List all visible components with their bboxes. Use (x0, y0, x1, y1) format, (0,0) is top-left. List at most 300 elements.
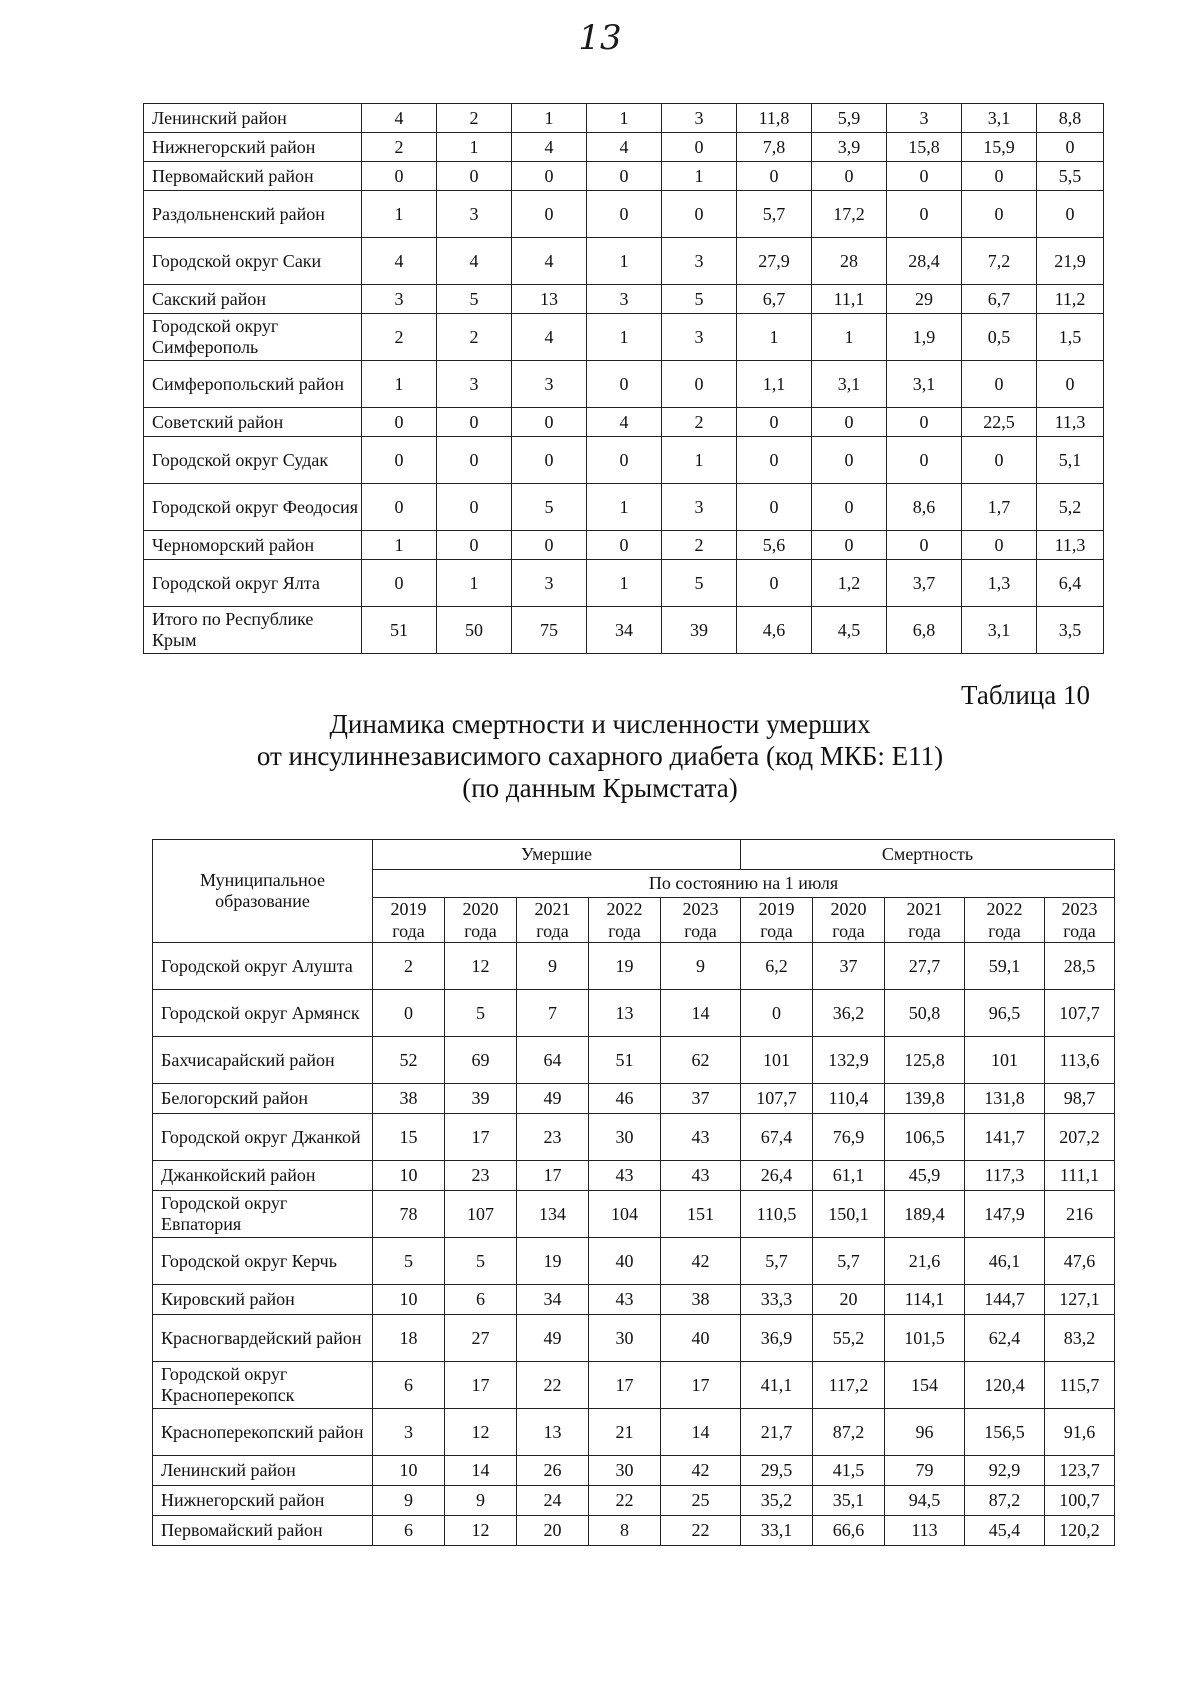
row-value: 14 (661, 990, 741, 1037)
row-value: 3,1 (962, 104, 1037, 133)
row-value: 2 (437, 314, 512, 361)
row-value: 127,1 (1045, 1285, 1115, 1315)
header-year: 2023 года (1045, 898, 1115, 943)
row-value: 3,1 (812, 361, 887, 408)
row-value: 13 (589, 990, 661, 1037)
row-value: 3 (662, 238, 737, 285)
table-row (144, 408, 1104, 437)
row-value: 0 (1037, 361, 1104, 408)
row-value: 0 (962, 437, 1037, 484)
row-value: 11,1 (812, 285, 887, 314)
row-value: 0 (1037, 133, 1104, 162)
row-value: 22,5 (962, 408, 1037, 437)
header-year: 2023 года (661, 898, 741, 943)
row-name: Кировский район (153, 1285, 373, 1315)
row-value: 21 (589, 1409, 661, 1456)
row-value: 0 (737, 408, 812, 437)
row-value: 20 (813, 1285, 885, 1315)
row-name: Нижнегорский район (153, 1486, 373, 1516)
row-value: 6,8 (887, 607, 962, 654)
row-value: 207,2 (1045, 1114, 1115, 1161)
row-value: 83,2 (1045, 1315, 1115, 1362)
row-value: 113 (885, 1516, 965, 1546)
table-row (153, 1315, 1115, 1362)
row-value: 0 (437, 408, 512, 437)
row-value: 1 (587, 484, 662, 531)
row-value: 111,1 (1045, 1161, 1115, 1191)
row-value: 0 (437, 437, 512, 484)
row-value: 1 (362, 531, 437, 560)
row-value: 151 (661, 1191, 741, 1238)
row-value: 106,5 (885, 1114, 965, 1161)
header-year: 2020 года (445, 898, 517, 943)
table-title (0, 708, 1200, 804)
table-row (153, 1486, 1115, 1516)
row-value: 34 (587, 607, 662, 654)
row-value: 5,7 (737, 191, 812, 238)
row-value: 1,2 (812, 560, 887, 607)
row-value: 0 (737, 560, 812, 607)
table-row (153, 1084, 1115, 1114)
row-value: 3,9 (812, 133, 887, 162)
row-value: 78 (373, 1191, 445, 1238)
row-value: 104 (589, 1191, 661, 1238)
row-value: 11,3 (1037, 531, 1104, 560)
row-value: 3 (887, 104, 962, 133)
row-value: 134 (517, 1191, 589, 1238)
row-value: 13 (517, 1409, 589, 1456)
row-value: 23 (445, 1161, 517, 1191)
row-name: Ленинский район (144, 104, 362, 133)
table-row (153, 943, 1115, 990)
row-value: 3,7 (887, 560, 962, 607)
row-value: 5 (373, 1238, 445, 1285)
table-row (144, 531, 1104, 560)
row-value: 3,5 (1037, 607, 1104, 654)
row-value: 139,8 (885, 1084, 965, 1114)
row-value: 216 (1045, 1191, 1115, 1238)
row-value: 4 (362, 104, 437, 133)
row-value: 113,6 (1045, 1037, 1115, 1084)
row-value: 0 (437, 162, 512, 191)
row-value: 0 (887, 437, 962, 484)
row-value: 87,2 (813, 1409, 885, 1456)
table-row (153, 1161, 1115, 1191)
row-value: 87,2 (965, 1486, 1045, 1516)
row-value: 22 (661, 1516, 741, 1546)
row-value: 22 (517, 1362, 589, 1409)
row-value: 12 (445, 943, 517, 990)
row-value: 11,8 (737, 104, 812, 133)
row-value: 9 (661, 943, 741, 990)
row-value: 115,7 (1045, 1362, 1115, 1409)
row-value: 91,6 (1045, 1409, 1115, 1456)
row-value: 29,5 (741, 1456, 813, 1486)
row-value: 3 (662, 104, 737, 133)
table-row (153, 1191, 1115, 1238)
row-value: 9 (373, 1486, 445, 1516)
row-value: 17 (517, 1161, 589, 1191)
table-title-line: Динамика смертности и численности умерших (329, 709, 871, 739)
row-value: 6,4 (1037, 560, 1104, 607)
row-name: Черноморский район (144, 531, 362, 560)
row-value: 2 (662, 408, 737, 437)
row-name: Городской округ Армянск (153, 990, 373, 1037)
row-value: 0 (512, 162, 587, 191)
row-value: 3 (373, 1409, 445, 1456)
row-value: 12 (445, 1409, 517, 1456)
row-value: 1,9 (887, 314, 962, 361)
row-value: 1,1 (737, 361, 812, 408)
row-value: 2 (362, 133, 437, 162)
row-value: 40 (661, 1315, 741, 1362)
table-row (153, 990, 1115, 1037)
row-value: 0 (362, 560, 437, 607)
row-value: 92,9 (965, 1456, 1045, 1486)
table-row (144, 560, 1104, 607)
table-row (144, 238, 1104, 285)
header-year: 2022 года (589, 898, 661, 943)
row-value: 1 (362, 191, 437, 238)
row-name: Итого по Республике Крым (144, 607, 362, 654)
row-name: Нижнегорский район (144, 133, 362, 162)
row-value: 23 (517, 1114, 589, 1161)
row-name: Городской округ Алушта (153, 943, 373, 990)
row-value: 38 (661, 1285, 741, 1315)
row-value: 69 (445, 1037, 517, 1084)
row-value: 114,1 (885, 1285, 965, 1315)
row-value: 101 (741, 1037, 813, 1084)
row-value: 39 (662, 607, 737, 654)
table-row (153, 1409, 1115, 1456)
row-value: 5,7 (741, 1238, 813, 1285)
row-value: 62 (661, 1037, 741, 1084)
row-value: 30 (589, 1315, 661, 1362)
table-row (144, 361, 1104, 408)
row-value: 8 (589, 1516, 661, 1546)
row-value: 25 (661, 1486, 741, 1516)
row-value: 0,5 (962, 314, 1037, 361)
row-value: 42 (661, 1456, 741, 1486)
row-value: 4 (587, 133, 662, 162)
row-value: 27,7 (885, 943, 965, 990)
row-value: 117,2 (813, 1362, 885, 1409)
table-row (153, 1362, 1115, 1409)
row-value: 125,8 (885, 1037, 965, 1084)
row-value: 4,6 (737, 607, 812, 654)
row-value: 10 (373, 1456, 445, 1486)
row-value: 0 (437, 531, 512, 560)
row-value: 21,7 (741, 1409, 813, 1456)
row-value: 50 (437, 607, 512, 654)
row-value: 1 (812, 314, 887, 361)
row-name: Сакский район (144, 285, 362, 314)
row-value: 147,9 (965, 1191, 1045, 1238)
row-value: 49 (517, 1084, 589, 1114)
row-value: 21,9 (1037, 238, 1104, 285)
header-year: 2021 года (885, 898, 965, 943)
row-value: 6,2 (741, 943, 813, 990)
row-value: 51 (362, 607, 437, 654)
row-name: Городской округ Красноперекопск (153, 1362, 373, 1409)
row-value: 0 (512, 191, 587, 238)
row-value: 3,1 (887, 361, 962, 408)
row-value: 28,5 (1045, 943, 1115, 990)
row-value: 5 (445, 1238, 517, 1285)
row-value: 120,4 (965, 1362, 1045, 1409)
row-value: 144,7 (965, 1285, 1045, 1315)
row-value: 96,5 (965, 990, 1045, 1037)
row-value: 41,5 (813, 1456, 885, 1486)
header-municipality: Муниципальное образование (153, 840, 373, 943)
table-row (144, 133, 1104, 162)
row-value: 120,2 (1045, 1516, 1115, 1546)
row-value: 43 (661, 1161, 741, 1191)
row-value: 43 (661, 1114, 741, 1161)
row-value: 101 (965, 1037, 1045, 1084)
row-value: 0 (737, 162, 812, 191)
row-value: 2 (437, 104, 512, 133)
row-value: 101,5 (885, 1315, 965, 1362)
row-value: 33,1 (741, 1516, 813, 1546)
row-value: 28 (812, 238, 887, 285)
table-row (153, 1114, 1115, 1161)
row-value: 17 (445, 1114, 517, 1161)
row-value: 29 (887, 285, 962, 314)
row-value: 66,6 (813, 1516, 885, 1546)
row-value: 117,3 (965, 1161, 1045, 1191)
row-value: 0 (737, 437, 812, 484)
row-value: 37 (813, 943, 885, 990)
row-value: 0 (587, 361, 662, 408)
row-value: 15 (373, 1114, 445, 1161)
row-name: Городской округ Симферополь (144, 314, 362, 361)
row-value: 0 (887, 191, 962, 238)
row-value: 0 (362, 437, 437, 484)
row-name: Первомайский район (153, 1516, 373, 1546)
row-value: 2 (662, 531, 737, 560)
row-value: 4 (587, 408, 662, 437)
row-value: 62,4 (965, 1315, 1045, 1362)
row-value: 6 (445, 1285, 517, 1315)
row-value: 27,9 (737, 238, 812, 285)
row-value: 3 (512, 560, 587, 607)
row-value: 33,3 (741, 1285, 813, 1315)
row-value: 110,5 (741, 1191, 813, 1238)
row-value: 3 (662, 314, 737, 361)
row-value: 1 (362, 361, 437, 408)
row-value: 0 (887, 408, 962, 437)
row-value: 0 (662, 133, 737, 162)
row-value: 131,8 (965, 1084, 1045, 1114)
row-value: 38 (373, 1084, 445, 1114)
table-row (153, 1516, 1115, 1546)
row-value: 41,1 (741, 1362, 813, 1409)
row-value: 24 (517, 1486, 589, 1516)
row-value: 1 (437, 133, 512, 162)
row-name: Городской округ Саки (144, 238, 362, 285)
header-year: 2020 года (813, 898, 885, 943)
row-value: 0 (512, 437, 587, 484)
row-value: 61,1 (813, 1161, 885, 1191)
row-value: 19 (517, 1238, 589, 1285)
row-value: 0 (741, 990, 813, 1037)
row-name: Городской округ Ялта (144, 560, 362, 607)
row-value: 107,7 (741, 1084, 813, 1114)
row-value: 0 (362, 408, 437, 437)
row-value: 1 (437, 560, 512, 607)
row-value: 107 (445, 1191, 517, 1238)
row-value: 4 (512, 314, 587, 361)
row-value: 15,8 (887, 133, 962, 162)
row-name: Городской округ Евпатория (153, 1191, 373, 1238)
row-value: 22 (589, 1486, 661, 1516)
row-value: 0 (887, 162, 962, 191)
row-name: Городской округ Джанкой (153, 1114, 373, 1161)
row-value: 1,5 (1037, 314, 1104, 361)
table-row (153, 1285, 1115, 1315)
row-value: 0 (962, 162, 1037, 191)
row-value: 154 (885, 1362, 965, 1409)
row-name: Джанкойский район (153, 1161, 373, 1191)
row-value: 5,5 (1037, 162, 1104, 191)
table-row (144, 104, 1104, 133)
row-value: 51 (589, 1037, 661, 1084)
row-name: Красноперекопский район (153, 1409, 373, 1456)
row-value: 3 (437, 361, 512, 408)
row-value: 7 (517, 990, 589, 1037)
row-value: 98,7 (1045, 1084, 1115, 1114)
row-value: 0 (812, 162, 887, 191)
mortality-table (152, 839, 1115, 1546)
row-value: 0 (812, 408, 887, 437)
row-value: 76,9 (813, 1114, 885, 1161)
row-value: 0 (587, 162, 662, 191)
continued-table (143, 103, 1104, 654)
row-name: Симферопольский район (144, 361, 362, 408)
table-row (144, 437, 1104, 484)
row-name: Раздольненский район (144, 191, 362, 238)
table-title-line: от инсулиннезависимого сахарного диабета (код МКБ: Е11) (256, 741, 944, 771)
row-value: 5,6 (737, 531, 812, 560)
row-value: 100,7 (1045, 1486, 1115, 1516)
row-value: 37 (661, 1084, 741, 1114)
row-name: Красногвардейский район (153, 1315, 373, 1362)
row-value: 1 (587, 104, 662, 133)
header-year: 2022 года (965, 898, 1045, 943)
row-name: Городской округ Феодосия (144, 484, 362, 531)
row-value: 6 (373, 1362, 445, 1409)
row-name: Белогорский район (153, 1084, 373, 1114)
row-value: 8,8 (1037, 104, 1104, 133)
row-value: 1 (587, 238, 662, 285)
row-value: 42 (661, 1238, 741, 1285)
row-value: 0 (512, 408, 587, 437)
row-name: Бахчисарайский район (153, 1037, 373, 1084)
row-value: 64 (517, 1037, 589, 1084)
row-value: 55,2 (813, 1315, 885, 1362)
row-value: 3 (587, 285, 662, 314)
table-row (144, 162, 1104, 191)
row-value: 5 (662, 285, 737, 314)
table-caption: Таблица 10 (961, 680, 1090, 710)
row-value: 0 (373, 990, 445, 1037)
row-name: Городской округ Судак (144, 437, 362, 484)
row-value: 17 (661, 1362, 741, 1409)
row-value: 141,7 (965, 1114, 1045, 1161)
row-value: 0 (662, 191, 737, 238)
row-value: 17,2 (812, 191, 887, 238)
row-value: 50,8 (885, 990, 965, 1037)
row-value: 7,2 (962, 238, 1037, 285)
header-mortality: Смертность (741, 840, 1115, 870)
row-value: 0 (737, 484, 812, 531)
row-value: 5,2 (1037, 484, 1104, 531)
row-value: 45,9 (885, 1161, 965, 1191)
row-value: 3 (437, 191, 512, 238)
row-name: Ленинский район (153, 1456, 373, 1486)
row-value: 39 (445, 1084, 517, 1114)
row-value: 0 (812, 531, 887, 560)
table-row (153, 1238, 1115, 1285)
row-value: 59,1 (965, 943, 1045, 990)
row-value: 8,6 (887, 484, 962, 531)
row-value: 0 (587, 437, 662, 484)
row-value: 5 (512, 484, 587, 531)
row-value: 12 (445, 1516, 517, 1546)
row-value: 0 (962, 361, 1037, 408)
row-value: 47,6 (1045, 1238, 1115, 1285)
row-value: 75 (512, 607, 587, 654)
row-value: 46,1 (965, 1238, 1045, 1285)
row-value: 0 (512, 531, 587, 560)
table-row (144, 607, 1104, 654)
row-value: 1 (662, 437, 737, 484)
row-value: 0 (437, 484, 512, 531)
row-value: 3 (662, 484, 737, 531)
table-row (144, 484, 1104, 531)
row-value: 35,1 (813, 1486, 885, 1516)
row-value: 4 (512, 238, 587, 285)
row-value: 107,7 (1045, 990, 1115, 1037)
row-value: 49 (517, 1315, 589, 1362)
row-value: 46 (589, 1084, 661, 1114)
row-value: 79 (885, 1456, 965, 1486)
row-value: 0 (962, 531, 1037, 560)
row-value: 3 (362, 285, 437, 314)
row-value: 150,1 (813, 1191, 885, 1238)
row-value: 27 (445, 1315, 517, 1362)
row-value: 15,9 (962, 133, 1037, 162)
row-value: 34 (517, 1285, 589, 1315)
row-value: 0 (812, 484, 887, 531)
row-value: 43 (589, 1161, 661, 1191)
row-value: 10 (373, 1161, 445, 1191)
row-value: 4 (362, 238, 437, 285)
row-value: 43 (589, 1285, 661, 1315)
row-value: 3,1 (962, 607, 1037, 654)
row-value: 36,9 (741, 1315, 813, 1362)
row-value: 1,3 (962, 560, 1037, 607)
table-row (153, 1037, 1115, 1084)
table-row (144, 314, 1104, 361)
row-value: 17 (589, 1362, 661, 1409)
row-value: 19 (589, 943, 661, 990)
row-value: 0 (1037, 191, 1104, 238)
row-value: 5 (445, 990, 517, 1037)
row-value: 17 (445, 1362, 517, 1409)
row-value: 1,7 (962, 484, 1037, 531)
